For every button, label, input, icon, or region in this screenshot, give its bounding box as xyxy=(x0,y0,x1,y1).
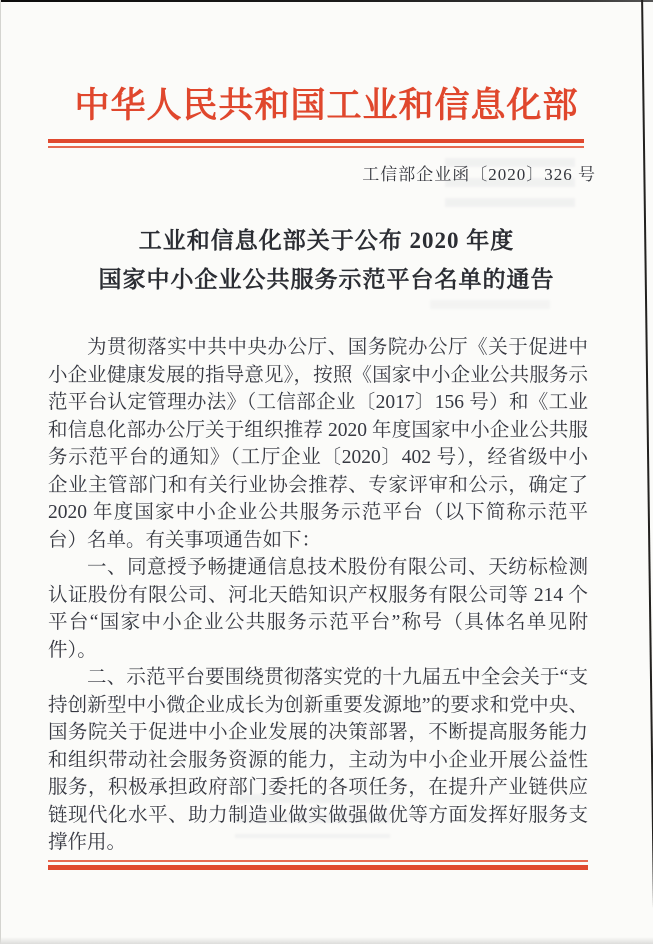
document-title-line1: 工业和信息化部关于公布 2020 年度 xyxy=(138,228,515,253)
paragraph-item-1: 一、同意授予畅捷通信息技术股份有限公司、天纺标检测认证股份有限公司、河北天皓知识产权服务有限公司等 214 个平台“国家中小企业公共服务示范平台”称号（具体名单见附件）。 xyxy=(48,557,588,661)
scan-edge-left xyxy=(0,0,1,944)
footer-separator-line xyxy=(48,860,588,870)
document-header-org-name: 中华人民共和国工业和信息化部 xyxy=(74,86,579,125)
paragraph-intro: 为贯彻落实中共中央办公厅、国务院办公厅《关于促进中小企业健康发展的指导意见》，按照《国家中小企业公共服务示范平台认定管理办法》（工信部企业〔2017〕156 号）和《工业和信息化部办公厅关于组织推荐 2020 年度国家中小企业公共服务示范平台的通知》（工厅企业〔2020〕402 号），经省级中小企业主管部门和有关行业协会推荐、专家评审和公示，确定了 2020 年度国家中小企业公共服务示范平台（以下简称示范平台）名单。有关事项通告如下： xyxy=(48,337,588,551)
scan-edge-top xyxy=(0,0,653,2)
bleed-through-artifact xyxy=(430,300,550,318)
paragraph-item-2: 二、示范平台要围绕贯彻落实党的十九届五中全会关于“支持创新型中小微企业成长为创新重要发源地”的要求和党中央、国务院关于促进中小企业发展的决策部署，不断提高服务能力和组织带动社会服务资源的能力，主动为中小企业开展公益性服务，积极承担政府部门委托的各项任务，在提升产业链供应链现代化水平、助力制造业做实做强做优等方面发挥好服务支撑作用。 xyxy=(48,667,588,853)
document-title-line2: 国家中小企业公共服务示范平台名单的通告 xyxy=(98,267,555,292)
scan-edge-bottom xyxy=(0,937,653,944)
document-number: 工信部企业函〔2020〕326 号 xyxy=(362,165,596,184)
scan-edge-right xyxy=(641,0,653,944)
document-title xyxy=(0,221,653,299)
separator-thick-rule xyxy=(48,865,588,870)
header-separator-line xyxy=(48,139,584,148)
document-body xyxy=(48,334,588,857)
separator-thin-rule xyxy=(48,146,584,148)
